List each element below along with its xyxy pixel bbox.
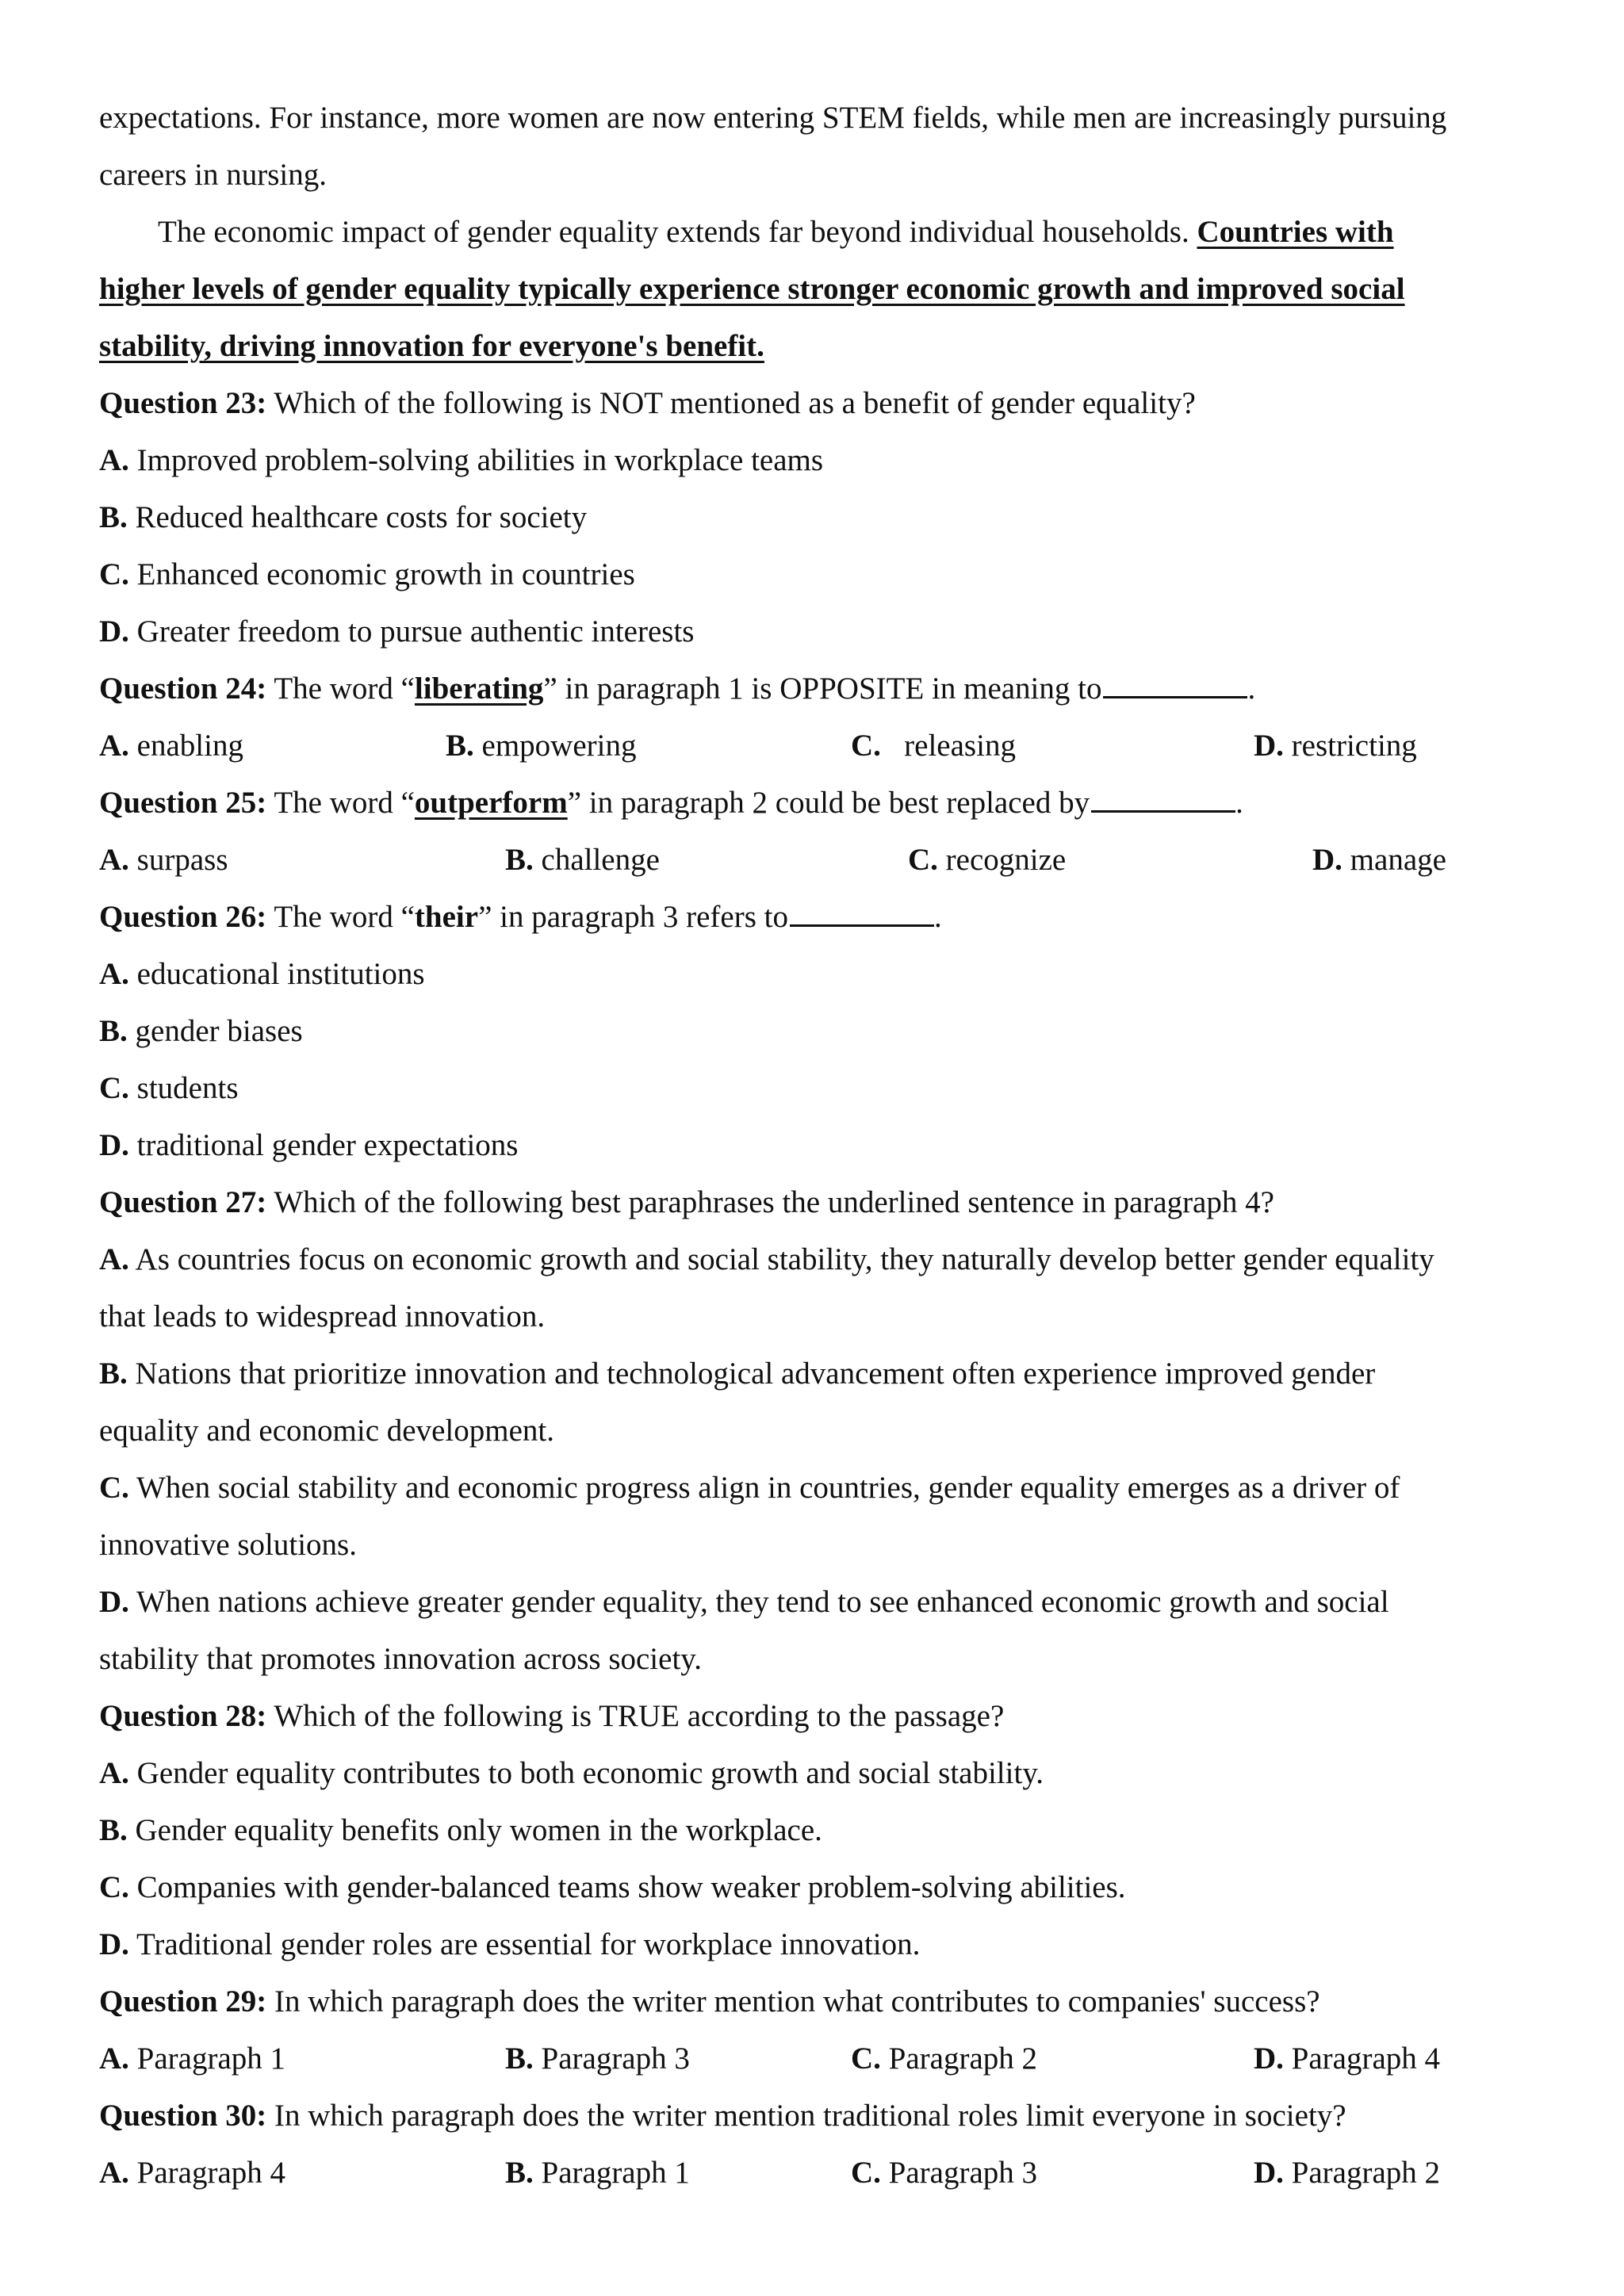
question-29	[99, 1973, 1537, 2030]
option-letter: C.	[851, 2042, 881, 2076]
passage-text: The economic impact of gender equality extends far beyond individual households.	[158, 215, 1189, 249]
option-text: Enhanced economic growth in countries	[136, 557, 635, 591]
target-word: their	[414, 900, 479, 934]
option-letter: C.	[99, 557, 129, 591]
option-text: Greater freedom to pursue authentic interests	[136, 614, 695, 649]
option-a[interactable]	[99, 832, 228, 889]
option-letter: C.	[851, 2156, 881, 2190]
option-letter: B.	[446, 729, 474, 763]
passage-line	[99, 147, 1537, 204]
question-label: Question 26:	[99, 900, 267, 934]
option-text: recognize	[945, 843, 1067, 877]
option-letter: A.	[99, 2042, 129, 2076]
option-text: Paragraph 2	[1291, 2156, 1441, 2190]
option-text: Paragraph 2	[888, 2042, 1038, 2076]
question-label: Question 29:	[99, 1984, 267, 2019]
option-c[interactable]	[851, 2030, 1037, 2087]
option-a[interactable]	[99, 2030, 285, 2087]
option-letter: D.	[1254, 729, 1284, 763]
target-word: outperform	[414, 786, 568, 820]
option-letter: B.	[99, 1014, 128, 1048]
option-text: innovative solutions.	[99, 1528, 357, 1562]
option-b[interactable]	[99, 489, 1537, 546]
option-letter: D.	[99, 1128, 129, 1162]
question-text: .	[933, 900, 942, 934]
option-d[interactable]	[99, 1117, 1537, 1174]
passage-line	[99, 261, 1537, 318]
underlined-sentence: Countries with	[1197, 215, 1394, 249]
option-b[interactable]	[99, 1003, 1537, 1060]
option-letter: B.	[505, 2042, 534, 2076]
question-28	[99, 1688, 1537, 1745]
question-label: Question 27:	[99, 1185, 267, 1219]
option-d[interactable]	[99, 1574, 1537, 1631]
option-a[interactable]	[99, 1231, 1537, 1288]
option-text: Paragraph 4	[136, 2156, 286, 2190]
question-label: Question 23:	[99, 386, 267, 420]
option-c[interactable]	[99, 546, 1537, 603]
answer-blank	[790, 901, 934, 927]
question-text: Which of the following is NOT mentioned as a benefit of gender equality?	[274, 386, 1196, 420]
option-b[interactable]	[446, 718, 636, 775]
option-letter: D.	[99, 1927, 129, 1961]
option-text: Paragraph 1	[136, 2042, 286, 2076]
option-c[interactable]	[851, 718, 1016, 775]
option-letter: D.	[1254, 2156, 1284, 2190]
option-letter: D.	[1312, 843, 1342, 877]
option-letter: D.	[99, 1585, 129, 1619]
option-letter: B.	[99, 1813, 128, 1847]
option-text: challenge	[541, 843, 660, 877]
option-b-continued	[99, 1402, 1537, 1460]
option-text: educational institutions	[136, 957, 425, 991]
option-text: restricting	[1291, 729, 1417, 763]
option-letter: A.	[99, 957, 129, 991]
question-label: Question 28:	[99, 1699, 267, 1733]
option-text: When nations achieve greater gender equality, they tend to see enhanced economic growth and social	[136, 1585, 1389, 1619]
option-text: Improved problem-solving abilities in workplace teams	[136, 443, 824, 477]
option-d[interactable]	[1254, 2145, 1440, 2202]
option-text: enabling	[136, 729, 243, 763]
option-letter: C.	[99, 1071, 129, 1105]
question-text: The word “	[274, 900, 415, 934]
option-letter: B.	[99, 500, 128, 534]
question-text: Which of the following is TRUE according to the passage?	[274, 1699, 1005, 1733]
option-text: that leads to widespread innovation.	[99, 1299, 546, 1334]
option-text: Gender equality benefits only women in the workplace.	[135, 1813, 822, 1847]
option-a[interactable]	[99, 946, 1537, 1003]
option-letter: C.	[851, 729, 881, 763]
passage-text: careers in nursing.	[99, 158, 327, 192]
answer-blank	[1103, 672, 1247, 698]
passage-line	[99, 90, 1537, 147]
option-text: Paragraph 4	[1291, 2042, 1441, 2076]
option-b[interactable]	[505, 2145, 690, 2202]
option-c[interactable]	[99, 1859, 1537, 1916]
option-letter: A.	[99, 2156, 129, 2190]
option-d[interactable]	[99, 1916, 1537, 1973]
option-letter: C.	[99, 1870, 129, 1904]
option-letter: D.	[99, 614, 129, 649]
option-text: Paragraph 3	[541, 2042, 690, 2076]
option-text: equality and economic development.	[99, 1414, 554, 1448]
option-letter: A.	[99, 1242, 129, 1276]
option-b[interactable]	[99, 1802, 1537, 1859]
option-text: Paragraph 1	[541, 2156, 690, 2190]
option-a[interactable]	[99, 1745, 1537, 1802]
option-text: Nations that prioritize innovation and technological advancement often experience improved gender	[135, 1357, 1376, 1391]
option-a[interactable]	[99, 432, 1537, 489]
option-d[interactable]	[1254, 2030, 1440, 2087]
question-24	[99, 660, 1537, 718]
option-letter: A.	[99, 729, 129, 763]
passage-paragraph-4	[99, 204, 1537, 261]
option-c-continued	[99, 1517, 1537, 1574]
option-letter: A.	[99, 1756, 129, 1790]
question-text: .	[1247, 672, 1256, 706]
option-c[interactable]	[99, 1060, 1537, 1117]
option-text: Gender equality contributes to both economic growth and social stability.	[136, 1756, 1044, 1790]
option-letter: A.	[99, 443, 129, 477]
option-letter: C.	[908, 843, 938, 877]
question-text: ” in paragraph 2 could be best replaced by	[567, 786, 1090, 820]
option-b[interactable]	[99, 1345, 1537, 1402]
option-d[interactable]	[99, 603, 1537, 660]
option-c[interactable]	[908, 832, 1066, 889]
question-label: Question 25:	[99, 786, 267, 820]
question-26	[99, 889, 1537, 946]
option-letter: B.	[99, 1357, 128, 1391]
question-text: Which of the following best paraphrases the underlined sentence in paragraph 4?	[274, 1185, 1274, 1219]
option-text: releasing	[904, 729, 1016, 763]
question-text: In which paragraph does the writer mention what contributes to companies' success?	[274, 1984, 1320, 2019]
question-23	[99, 375, 1537, 432]
answer-blank	[1091, 786, 1235, 813]
passage-text: expectations. For instance, more women are now entering STEM fields, while men are increasingly pursuing	[99, 101, 1447, 135]
option-text: Companies with gender-balanced teams show weaker problem-solving abilities.	[136, 1870, 1126, 1904]
option-text: Paragraph 3	[888, 2156, 1038, 2190]
option-d[interactable]	[1254, 718, 1417, 775]
underlined-sentence: higher levels of gender equality typically experience stronger economic growth and improved social	[99, 272, 1405, 306]
option-text: traditional gender expectations	[136, 1128, 519, 1162]
question-text: The word “	[274, 672, 415, 706]
option-text: gender biases	[135, 1014, 303, 1048]
question-text: .	[1235, 786, 1243, 820]
option-letter: C.	[99, 1471, 129, 1505]
question-text: ” in paragraph 1 is OPPOSITE in meaning to	[543, 672, 1102, 706]
question-30	[99, 2087, 1537, 2145]
option-letter: B.	[505, 2156, 534, 2190]
option-letter: B.	[505, 843, 534, 877]
option-letter: A.	[99, 843, 129, 877]
question-label: Question 30:	[99, 2099, 267, 2133]
question-text: In which paragraph does the writer mention traditional roles limit everyone in society?	[274, 2099, 1346, 2133]
option-b[interactable]	[505, 2030, 690, 2087]
question-27	[99, 1174, 1537, 1231]
underlined-sentence: stability, driving innovation for everyone's benefit.	[99, 329, 764, 363]
option-text: Reduced healthcare costs for society	[135, 500, 588, 534]
option-text: students	[136, 1071, 239, 1105]
option-d-continued	[99, 1631, 1537, 1688]
option-d[interactable]	[1312, 832, 1446, 889]
target-word: liberating	[414, 672, 544, 706]
option-c[interactable]	[851, 2145, 1037, 2202]
question-text: The word “	[274, 786, 415, 820]
option-letter: D.	[1254, 2042, 1284, 2076]
option-text: surpass	[136, 843, 228, 877]
option-text: When social stability and economic progress align in countries, gender equality emerges as a driver of	[136, 1471, 1400, 1505]
option-a[interactable]	[99, 718, 243, 775]
question-text: ” in paragraph 3 refers to	[478, 900, 788, 934]
option-text: manage	[1350, 843, 1446, 877]
option-a-continued	[99, 1288, 1537, 1345]
option-text: As countries focus on economic growth and social stability, they naturally develop better gender equality	[135, 1242, 1434, 1276]
question-25	[99, 775, 1537, 832]
option-a[interactable]	[99, 2145, 285, 2202]
option-b[interactable]	[505, 832, 660, 889]
passage-line	[99, 318, 1537, 375]
option-text: Traditional gender roles are essential for workplace innovation.	[136, 1927, 921, 1961]
option-c[interactable]	[99, 1460, 1537, 1517]
question-label: Question 24:	[99, 672, 267, 706]
option-text: stability that promotes innovation across society.	[99, 1642, 703, 1676]
option-text: empowering	[481, 729, 637, 763]
